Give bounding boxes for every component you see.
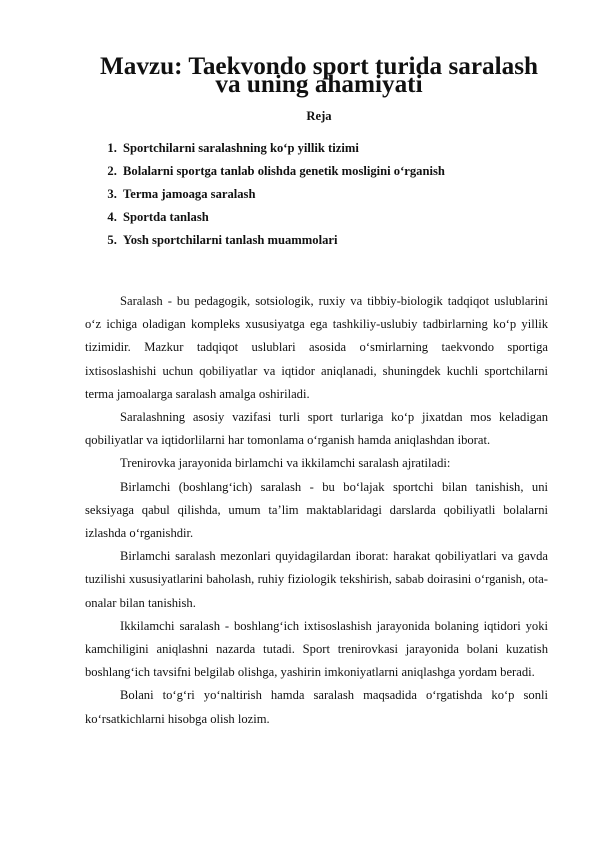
paragraph: Trenirovka jarayonida birlamchi va ikkilamchi saralash ajratiladi: — [120, 456, 451, 471]
paragraph: Ikkilamchi saralash - boshlang‘ich ixtisoslashish jarayonida bolaning iqtidori yoki kamchiligini aniqlashni nazarda tutadi. Sport trenirovkasi jarayonida bolani kuzatish boshlang‘ich tavsifni belgilab olishga, yashirin imkoniyatlarni aniqlashga yordam beradi. — [85, 618, 548, 680]
document-title: Mavzu: Taekvondo sport turida saralash va uning ahamiyati — [99, 53, 539, 98]
plan-heading: Reja — [306, 109, 332, 123]
paragraph: Saralash - bu pedagogik, sotsiologik, ruxiy va tibbiy-biologik tadqiqot uslublarini o‘z ichiga oladigan kompleks xususiyatga ega tashkiliy-uslubiy tadbirlarning ko‘p yillik tizimidir. Mazkur tadqiqot uslublari asosida o‘smirlarning taekvondo sportiga ixtisoslashishi uchun qobiliyatlar va iqtidor aniqlanadi, shuningdek kuchli sportchilarni terma jamoalarga saralash amalga oshiriladi. — [85, 294, 548, 401]
plan-item: 1. Sportchilarni saralashning ko‘p yillik tizimi — [120, 137, 548, 160]
plan-item: 4. Sportda tanlash — [120, 206, 548, 229]
plan-list — [85, 137, 548, 252]
plan-item: 3. Terma jamoaga saralash — [120, 183, 548, 206]
plan-item: 5. Yosh sportchilarni tanlash muammolari — [120, 229, 548, 252]
paragraph: Bolani to‘g‘ri yo‘naltirish hamda saralash maqsadida o‘rgatishda ko‘p sonli ko‘rsatkichlarni hisobga olish lozim. — [85, 688, 548, 726]
body-text — [85, 290, 548, 731]
paragraph: Birlamchi saralash mezonlari quyidagilardan iborat: harakat qobiliyatlari va gavda tuzilishi xususiyatlarini baholash, ruhiy fiziologik tekshirish, sabab doirasini o‘rganish, ota-onalar bilan tanishish. — [85, 549, 548, 610]
plan-item: 2. Bolalarni sportga tanlab olishda genetik mosligini o‘rganish — [120, 160, 548, 183]
paragraph: Saralashning asosiy vazifasi turli sport turlariga ko‘p jixatdan mos keladigan qobiliyatlar va iqtidorlilarni har tomonlama o‘rganish hamda aniqlashdan iborat. — [85, 410, 548, 448]
paragraph: Birlamchi (boshlang‘ich) saralash - bu bo‘lajak sportchi bilan tanishish, uni seksiyaga qabul qilishda, umum ta’lim maktablaridagi darslarda qobiliyatli bolalarni izlashda o‘rganishdir. — [85, 479, 548, 541]
